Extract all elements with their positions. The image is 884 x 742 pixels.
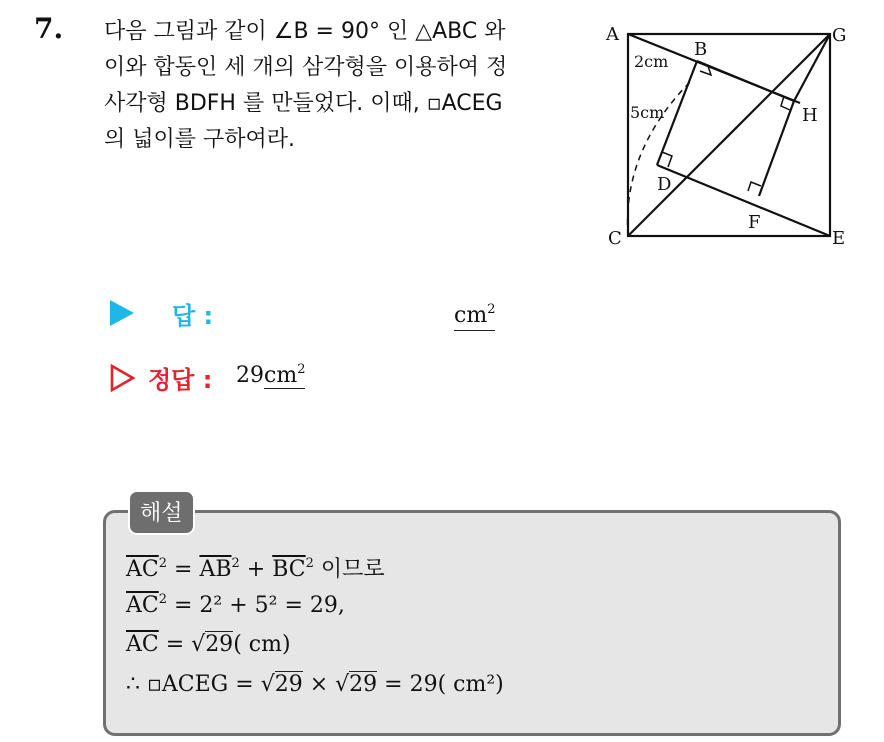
correct-answer-number: 29 [236,363,264,388]
question-line-2: 이와 합동인 세 개의 삼각형을 이용하여 정 [104,55,508,80]
exp: 2 [231,556,240,571]
correct-answer-label: 정답 : [148,366,213,394]
right-angle-f [748,182,761,191]
segment-bh [697,61,794,101]
radicand: 29 [274,672,303,697]
exp: 2 [158,592,168,607]
equation-rest: = 29( cm²) [377,672,504,697]
segment-ac: $\overline{AC}$ [126,632,159,657]
question-line-1: 다음 그림과 같이 ∠B = 90° 인 △ABC 와 [104,19,506,44]
answer-unit-exp: 2 [487,302,496,317]
times: × [302,672,336,697]
explanation-tag: 해설 [128,490,195,535]
length-label-bc: 5cm [630,103,665,122]
segment-ac: $\overline{AC}$ [126,593,159,618]
segment-ab: $\overline{AB}$ [199,557,232,582]
question-text [104,14,584,158]
segment-g-h [794,34,830,101]
tail-text: 이므로 [313,557,385,582]
play-outline-icon [110,364,136,392]
question-line-3: 사각형 BDFH 를 만들었다. 이때, ▫ACEG [104,91,503,116]
point-label-d: D [657,174,672,195]
point-label-f: F [748,212,761,233]
explanation-line-2 [126,592,345,618]
exp: 2 [158,556,168,571]
answer-unit [454,296,495,331]
radicand: 29 [205,632,234,657]
segment-ac: $\overline{AC}$ [126,557,159,582]
therefore-prefix: ∴ ▫ACEG = [126,672,261,697]
explanation-line-3 [126,632,291,657]
explanation-box [103,510,841,736]
sqrt-icon: √ [260,672,275,697]
equals: = [158,632,192,657]
right-angle-d [662,152,672,167]
radicand: 29 [349,672,378,697]
answer-label: 답 : [172,302,214,330]
question-number: 7. [34,12,64,45]
geometry-figure [600,20,860,250]
equals: = [167,557,200,582]
point-label-c: C [608,228,622,249]
length-label-ab: 2cm [634,52,669,71]
question-line-4: 의 넓이를 구하여라. [104,127,295,152]
exp: 2 [305,556,314,571]
play-icon [110,300,134,326]
unit: ( cm) [233,632,291,657]
answer-unit-text: cm [454,303,488,328]
segment-hf [759,101,794,196]
sqrt-icon: √ [191,632,206,657]
segment-bc: $\overline{BC}$ [272,557,306,582]
point-label-h: H [802,105,818,126]
point-label-a: A [606,24,619,45]
plus: + [239,557,273,582]
correct-answer-unit-exp: 2 [297,362,306,377]
segment-d-e [657,165,830,236]
point-label-g: G [832,25,847,46]
point-label-e: E [832,228,846,249]
explanation-line-1 [126,552,385,583]
point-label-b: B [694,39,708,60]
explanation-line-4 [126,672,504,697]
sqrt-icon: √ [335,672,350,697]
correct-answer-value [236,362,305,388]
equation-rest: = 2² + 5² = 29, [167,593,345,618]
correct-answer-unit-text: cm [264,363,298,388]
correct-answer-unit [264,363,305,389]
